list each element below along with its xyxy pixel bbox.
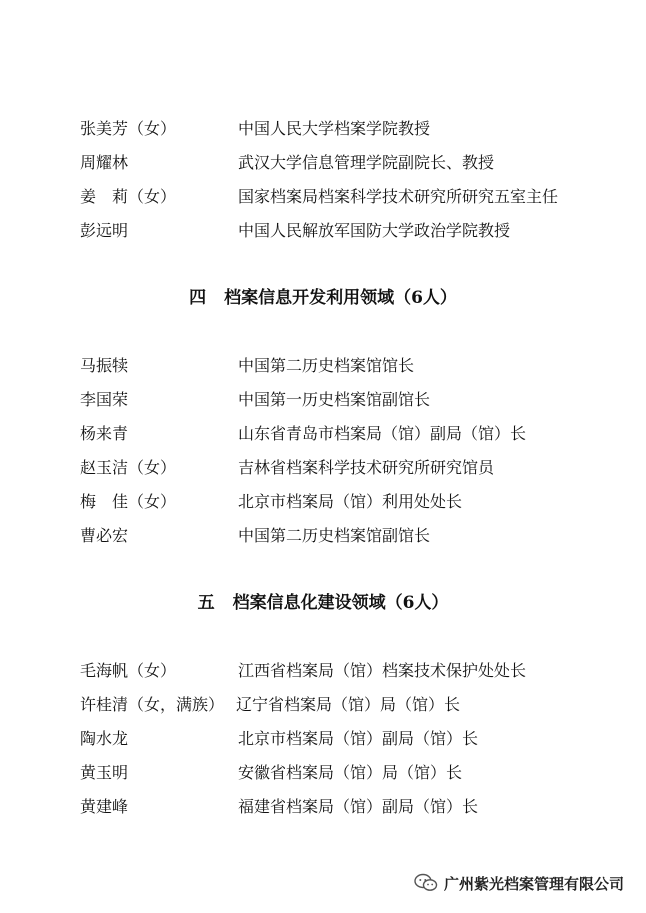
section-heading xyxy=(0,589,646,617)
person-title: 中国第二历史档案馆副馆长 xyxy=(238,526,431,545)
list-item xyxy=(80,760,600,786)
list-item xyxy=(80,421,600,447)
person-title: 安徽省档案局（馆）局（馆）长 xyxy=(238,763,463,782)
person-title: 吉林省档案科学技术研究所研究馆员 xyxy=(238,458,495,477)
person-name: 许桂清（女，满族） xyxy=(80,695,225,714)
person-title: 中国人民解放军国防大学政治学院教授 xyxy=(238,221,511,240)
section-heading xyxy=(0,284,646,312)
person-title: 中国第二历史档案馆馆长 xyxy=(238,356,415,375)
person-title: 北京市档案局（馆）利用处处长 xyxy=(238,492,463,511)
watermark-text: 广州紫光档案管理有限公司 xyxy=(443,874,624,893)
person-name: 赵玉洁（女） xyxy=(80,458,177,477)
person-name: 杨来青 xyxy=(80,424,129,443)
section-title: 档案信息化建设领域（6人） xyxy=(232,593,449,613)
wechat-icon xyxy=(414,873,438,893)
watermark xyxy=(414,870,624,896)
list-item xyxy=(80,387,600,413)
list-item xyxy=(80,218,600,244)
person-name: 陶水龙 xyxy=(80,729,129,748)
list-item xyxy=(80,455,600,481)
list-item xyxy=(80,658,600,684)
person-name: 黄建峰 xyxy=(80,797,129,816)
person-title: 武汉大学信息管理学院副院长、教授 xyxy=(238,153,495,172)
person-title: 国家档案局档案科学技术研究所研究五室主任 xyxy=(238,187,559,206)
list-item xyxy=(80,726,600,752)
section-number: 四 xyxy=(189,288,207,308)
person-title: 福建省档案局（馆）副局（馆）长 xyxy=(238,797,479,816)
list-item xyxy=(80,523,600,549)
person-name: 周耀林 xyxy=(80,153,129,172)
list-item xyxy=(80,692,600,718)
list-item xyxy=(80,489,600,515)
person-title: 北京市档案局（馆）副局（馆）长 xyxy=(238,729,479,748)
person-title: 中国人民大学档案学院教授 xyxy=(238,119,431,138)
list-item xyxy=(80,116,600,142)
person-name: 李国荣 xyxy=(80,390,129,409)
person-title: 辽宁省档案局（馆）局（馆）长 xyxy=(236,695,461,714)
list-item xyxy=(80,150,600,176)
person-name: 曹必宏 xyxy=(80,526,129,545)
person-name: 毛海帆（女） xyxy=(80,661,177,680)
person-name: 张美芳（女） xyxy=(80,119,177,138)
person-title: 山东省青岛市档案局（馆）副局（馆）长 xyxy=(238,424,527,443)
person-name: 姜 莉（女） xyxy=(80,187,177,206)
person-name: 黄玉明 xyxy=(80,763,129,782)
list-item xyxy=(80,794,600,820)
person-title: 中国第一历史档案馆副馆长 xyxy=(238,390,431,409)
person-name: 马振犊 xyxy=(80,356,129,375)
person-name: 彭远明 xyxy=(80,221,129,240)
list-item xyxy=(80,353,600,379)
list-item xyxy=(80,184,600,210)
section-number: 五 xyxy=(197,593,215,613)
person-title: 江西省档案局（馆）档案技术保护处处长 xyxy=(238,661,527,680)
section-title: 档案信息开发利用领域（6人） xyxy=(224,288,457,308)
person-name: 梅 佳（女） xyxy=(80,492,177,511)
